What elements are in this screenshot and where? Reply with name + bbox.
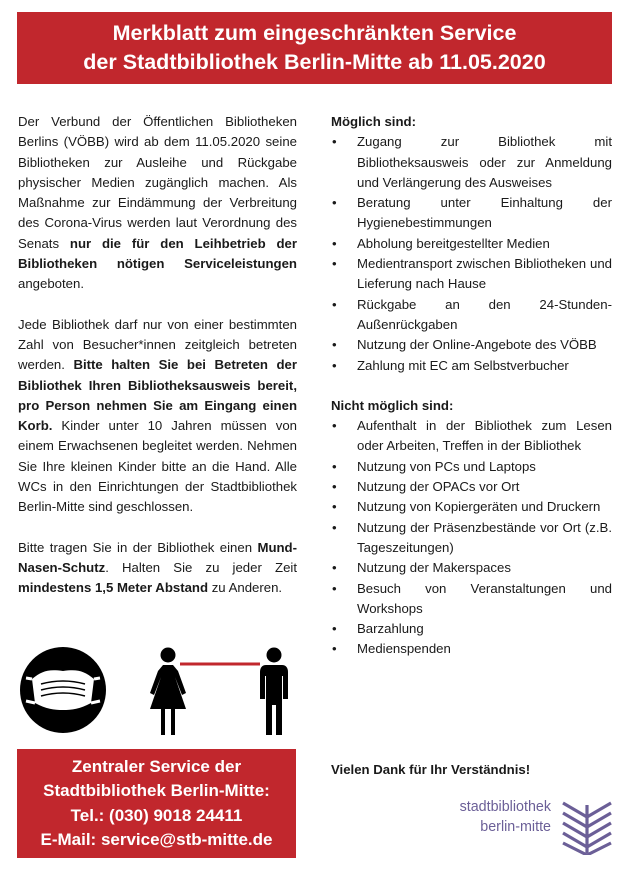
possible-list <box>331 132 612 376</box>
list-item: • Zugang zur Bibliothek mit Bibliotheksausweis oder zur Anmeldung und Verlängerung des Ausweises <box>331 132 612 193</box>
possible-heading: Möglich sind: <box>331 114 416 129</box>
intro-paragraph: Der Verbund der Öffentlichen Bibliotheken Berlins (VÖBB) wird ab dem 11.05.2020 seine Bibliotheken zur Ausleihe und Rückgabe physischer Medien zugänglich machen. Als Maßnahme zur Eindämmung der Verbreitung des Corona-Virus werden laut Verordnung des Senats nur die für den Leihbetrieb der Bibliotheken nötigen Serviceleistungen angeboten. <box>18 114 297 292</box>
list-item: • Beratung unter Einhaltung der Hygienebestimmungen <box>331 193 612 234</box>
contact-phone: Tel.: (030) 9018 24411 <box>70 805 243 825</box>
access-paragraph: Jede Bibliothek darf nur von einer bestimmten Zahl von Besucher*innen zeitgleich betreten werden. Bitte halten Sie bei Betreten der Bibliothek Ihren Bibliotheksausweis bereit, pro Person nehmen Sie am Eingang einen Korb. Kinder unter 10 Jahren müssen von einem Erwachsenen begleitet werden. Nehmen Sie Ihre kleinen Kinder bitte an die Hand. Alle WCs in den Einrichtungen der Stadtbibliothek Berlin-Mitte sind geschlossen. <box>18 316 297 515</box>
list-item: • Nutzung der Makerspaces <box>331 558 612 578</box>
mask-icon <box>20 647 106 733</box>
list-item: • Abholung bereitgestellter Medien <box>331 234 612 254</box>
list-item: • Nutzung der Präsenzbestände vor Ort (z.B. Tageszeitungen) <box>331 518 612 559</box>
list-item: • Nutzung der OPACs vor Ort <box>331 477 612 497</box>
man-figure-icon <box>260 648 288 736</box>
list-item: • Nutzung von Kopiergeräten und Druckern <box>331 497 612 517</box>
contact-email: E-Mail: service@stb-mitte.de <box>40 830 273 849</box>
thanks-note: Vielen Dank für Ihr Verständnis! <box>331 762 531 777</box>
intro-column <box>18 112 297 619</box>
logo-text <box>460 797 551 837</box>
logo-line-1: stadtbibliothek <box>459 799 551 815</box>
not-possible-list <box>331 416 612 660</box>
contact-title-line-1: Zentraler Service der <box>71 756 242 776</box>
list-item: • Aufenthalt in der Bibliothek zum Lesen oder Arbeiten, Treffen in der Bibliothek <box>331 416 612 457</box>
mask-paragraph: Bitte tragen Sie in der Bibliothek einen Mund-Nasen-Schutz. Halten Sie zu jeder Zeit mindestens 1,5 Meter Abstand zu Anderen. <box>18 539 297 596</box>
list-item: • Barzahlung <box>331 619 612 639</box>
title-line-2: der Stadtbibliothek Berlin-Mitte ab 11.05.2020 <box>83 50 546 74</box>
list-item: • Zahlung mit EC am Selbstverbucher <box>331 356 612 376</box>
not-possible-heading: Nicht möglich sind: <box>331 397 454 413</box>
book-stack-icon <box>559 797 615 855</box>
list-item: • Medientransport zwischen Bibliotheken und Lieferung nach Hause <box>331 254 612 295</box>
list-item: • Nutzung der Online-Angebote des VÖBB <box>331 335 612 355</box>
logo-line-2: berlin-mitte <box>480 819 551 835</box>
contact-title-line-2: Stadtbibliothek Berlin-Mitte: <box>43 781 270 800</box>
hygiene-icons <box>18 643 297 738</box>
list-item: • Medienspenden <box>331 639 612 659</box>
page-title <box>17 12 612 84</box>
service-lists <box>331 112 612 680</box>
title-line-1: Merkblatt zum eingeschränkten Service <box>112 21 517 45</box>
list-item: • Nutzung von PCs und Laptops <box>331 457 612 477</box>
contact-box <box>17 749 296 858</box>
list-item: • Rückgabe an den 24-Stunden-Außenrückgaben <box>331 295 612 336</box>
woman-figure-icon <box>150 648 186 736</box>
library-logo <box>453 797 623 857</box>
list-item: • Besuch von Veranstaltungen und Workshops <box>331 579 612 620</box>
